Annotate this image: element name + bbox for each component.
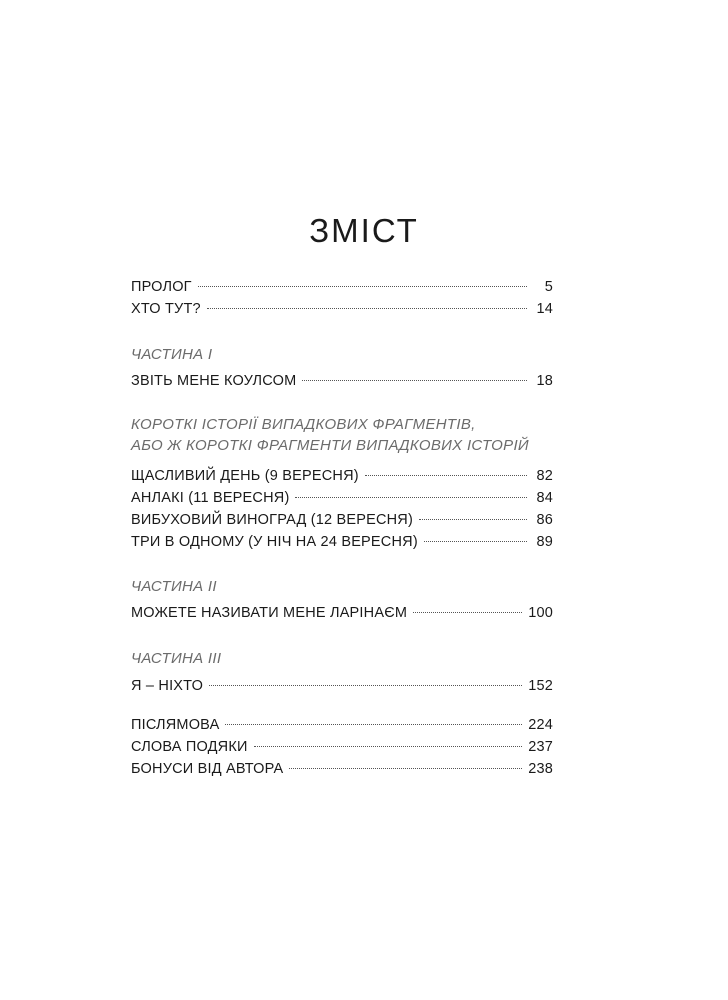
toc-entry-label: СЛОВА ПОДЯКИ	[131, 739, 248, 755]
toc-entry-label: ПІСЛЯМОВА	[131, 717, 220, 733]
section-heading-part-1: ЧАСТИНА I	[131, 346, 213, 363]
dot-leader	[198, 286, 527, 287]
toc-entry-call-me-larinai[interactable]	[131, 602, 553, 624]
dot-leader	[424, 541, 527, 542]
toc-entry-page: 100	[528, 605, 553, 621]
toc-entry-page: 18	[536, 373, 553, 389]
toc-entry-page: 5	[544, 279, 553, 295]
toc-entry-label: АНЛАКІ (11 ВЕРЕСНЯ)	[131, 490, 290, 506]
toc-entry-page: 152	[528, 678, 553, 694]
dot-leader	[419, 519, 527, 520]
toc-entry-label: ТРИ В ОДНОМУ (У НІЧ НА 24 ВЕРЕСНЯ)	[131, 534, 418, 550]
toc-entry-label: МОЖЕТЕ НАЗИВАТИ МЕНЕ ЛАРІНАЄМ	[131, 605, 408, 621]
toc-entry-happy-day[interactable]	[131, 465, 553, 487]
dot-leader	[365, 475, 527, 476]
dot-leader	[207, 308, 527, 309]
dot-leader	[209, 685, 522, 686]
toc-entry-explosive-grapes[interactable]	[131, 509, 553, 531]
toc-entry-page: 86	[536, 512, 553, 528]
toc-entry-page: 238	[528, 761, 553, 777]
section-heading-part-3: ЧАСТИНА III	[131, 650, 222, 667]
page-title: ЗМІСТ	[309, 212, 419, 249]
toc-entry-label: ХТО ТУТ?	[131, 301, 201, 317]
section-heading-part-2: ЧАСТИНА II	[131, 578, 217, 595]
toc-entry-page: 89	[536, 534, 553, 550]
toc-entry-page: 224	[528, 717, 553, 733]
toc-entry-prologue[interactable]	[131, 276, 553, 298]
toc-entry-page: 237	[528, 739, 553, 755]
toc-entry-label: Я – НІХТО	[131, 678, 204, 694]
toc-entry-author-bonuses[interactable]	[131, 758, 553, 780]
dot-leader	[413, 612, 522, 613]
section-heading-short-stories-line-1: КОРОТКІ ІСТОРІЇ ВИПАДКОВИХ ФРАГМЕНТІВ,	[131, 416, 476, 433]
toc-entry-i-am-nobody[interactable]	[131, 675, 553, 697]
toc-entry-label: БОНУСИ ВІД АВТОРА	[131, 761, 284, 777]
dot-leader	[289, 768, 522, 769]
toc-entry-label: ВИБУХОВИЙ ВИНОГРАД (12 ВЕРЕСНЯ)	[131, 512, 414, 528]
toc-entry-page: 82	[536, 468, 553, 484]
dot-leader	[225, 724, 522, 725]
toc-entry-three-in-one[interactable]	[131, 531, 553, 553]
toc-entry-label: ЩАСЛИВИЙ ДЕНЬ (9 ВЕРЕСНЯ)	[131, 468, 359, 484]
dot-leader	[302, 380, 527, 381]
toc-entry-afterword[interactable]	[131, 714, 553, 736]
toc-entry-label: ПРОЛОГ	[131, 279, 192, 295]
toc-entry-unlucky[interactable]	[131, 487, 553, 509]
toc-entry-acknowledgements[interactable]	[131, 736, 553, 758]
toc-entry-who-is-here[interactable]	[131, 298, 553, 320]
toc-entry-label: ЗВІТЬ МЕНЕ КОУЛСОМ	[131, 373, 297, 389]
dot-leader	[254, 746, 523, 747]
toc-entry-page: 14	[536, 301, 553, 317]
section-heading-short-stories-line-2: АБО Ж КОРОТКІ ФРАГМЕНТИ ВИПАДКОВИХ ІСТОРІЙ	[131, 437, 529, 454]
toc-entry-call-me-coulson[interactable]	[131, 370, 553, 392]
toc-entry-page: 84	[536, 490, 553, 506]
dot-leader	[295, 497, 527, 498]
